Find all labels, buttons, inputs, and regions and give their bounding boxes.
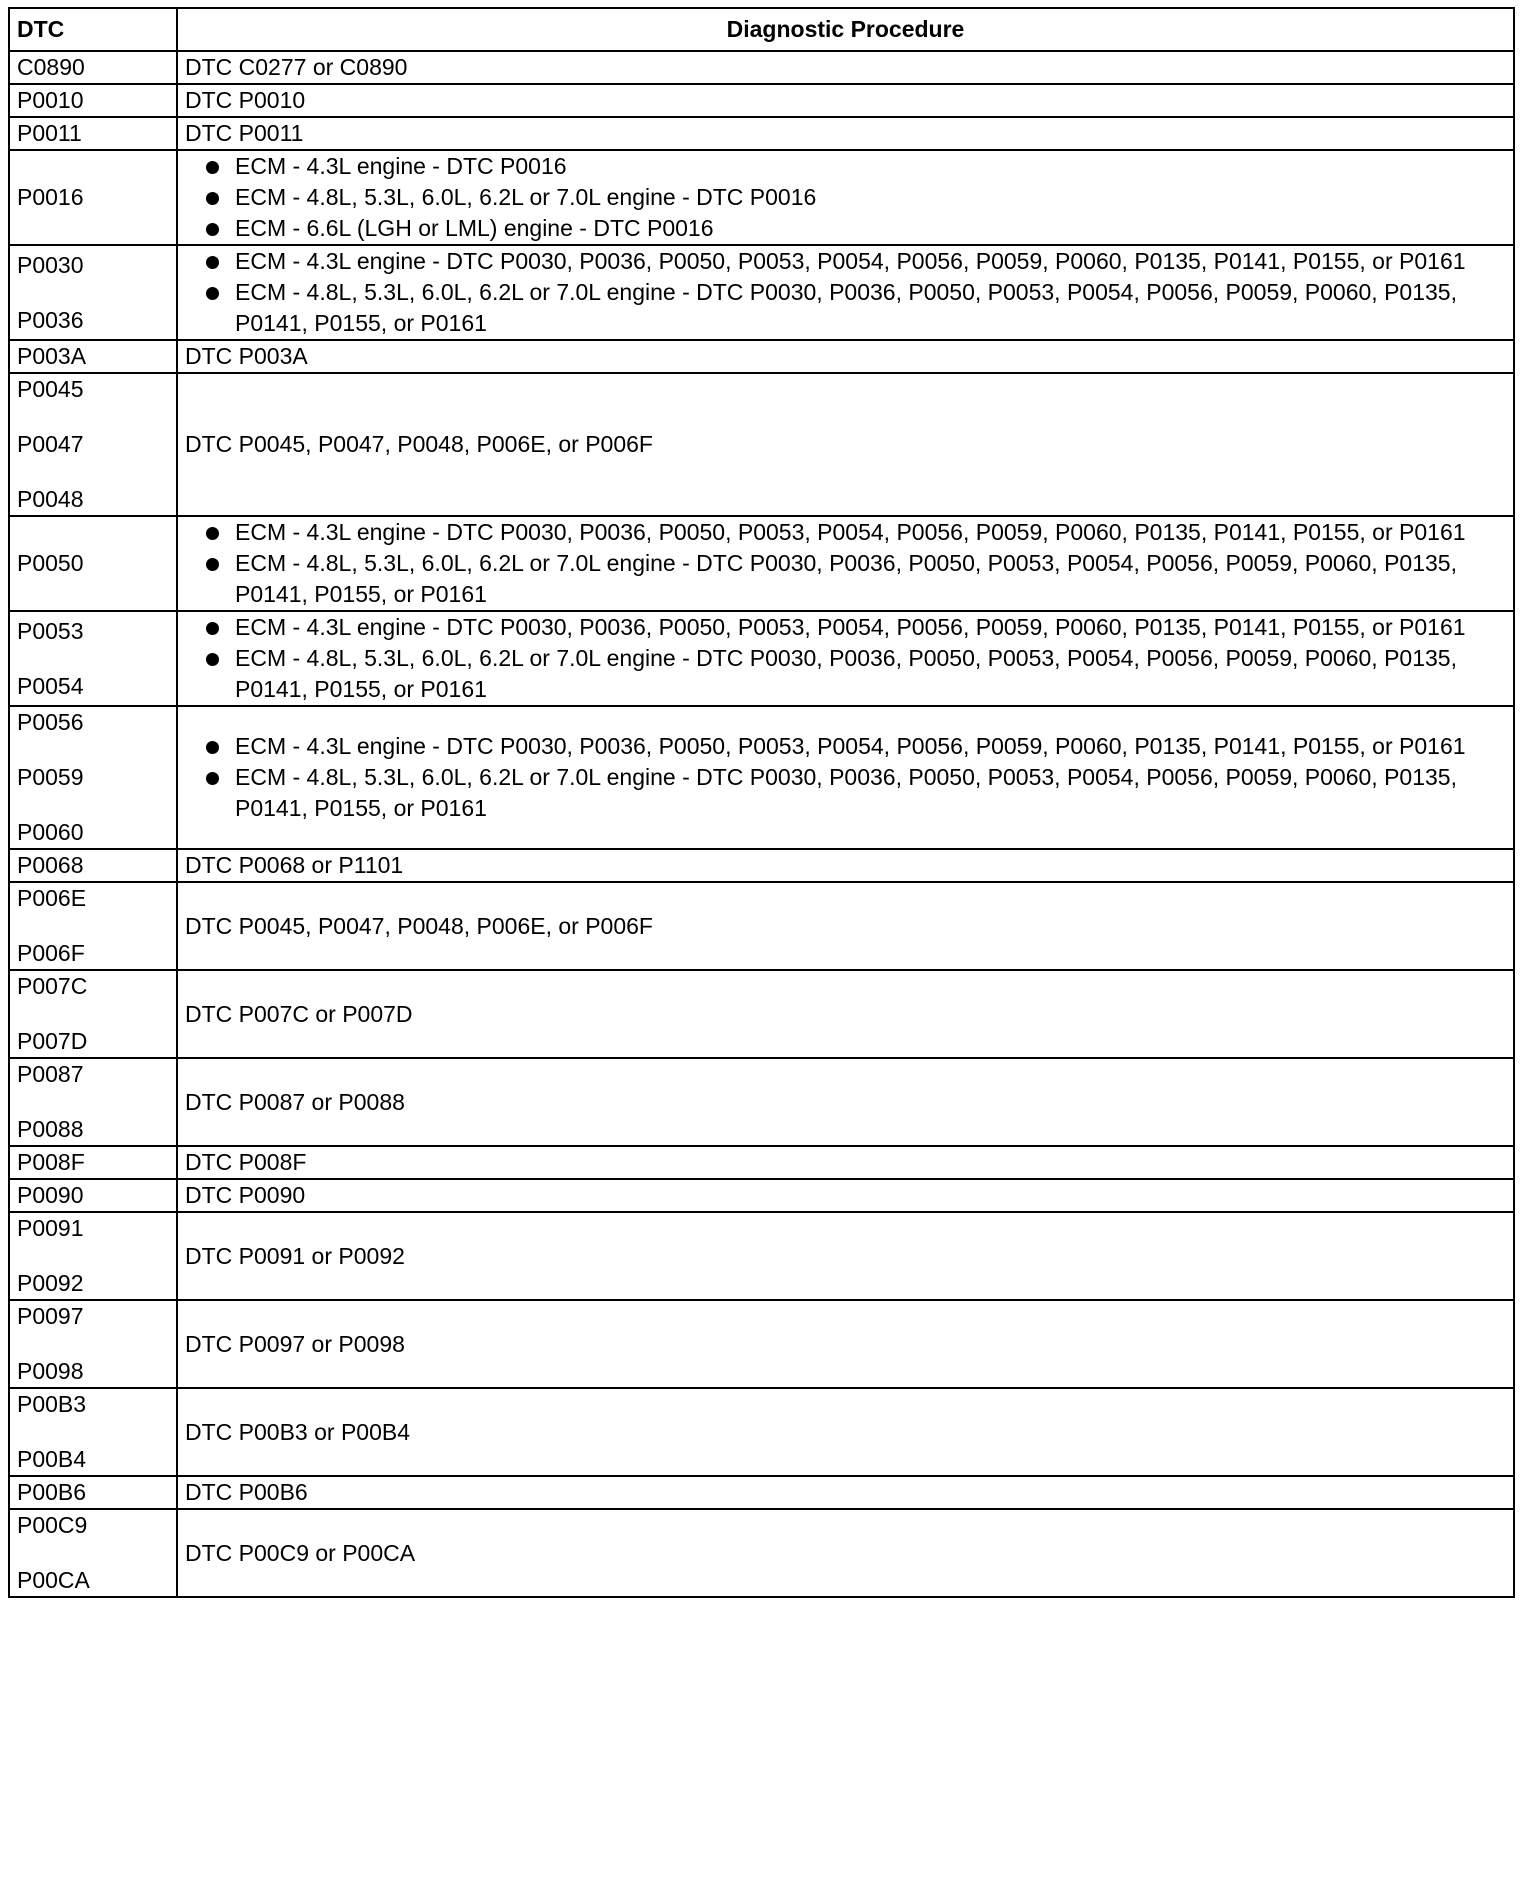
table-row [9, 1146, 1514, 1179]
table-row [9, 882, 1514, 970]
table-row [9, 84, 1514, 117]
dtc-code-cell [9, 611, 177, 706]
dtc-code-cell [9, 1146, 177, 1179]
diagnostic-procedure-cell [177, 1146, 1514, 1179]
dtc-code: P007D [17, 1028, 88, 1054]
table-row [9, 373, 1514, 516]
diagnostic-procedure-cell [177, 1476, 1514, 1509]
code-spacer [17, 914, 169, 938]
bullet-dot-icon [206, 741, 219, 754]
procedure-link-text[interactable]: ECM - 4.8L, 5.3L, 6.0L, 6.2L or 7.0L engine - DTC P0030, P0036, P0050, P0053, P0054, P0056, P0059, P0060, P0135, P0141, P0155, or P0161 [235, 279, 1457, 336]
bullet-dot-icon [206, 558, 219, 571]
diagnostic-procedure-cell [177, 84, 1514, 117]
dtc-code: P0016 [17, 184, 84, 210]
table-row [9, 849, 1514, 882]
procedure-link-text[interactable]: DTC P0010 [185, 87, 306, 113]
procedure-bullet-list [185, 151, 1506, 244]
procedure-link-text[interactable]: DTC P0087 or P0088 [185, 1088, 405, 1115]
code-spacer [17, 1002, 169, 1026]
procedure-link-text[interactable]: ECM - 4.8L, 5.3L, 6.0L, 6.2L or 7.0L engine - DTC P0030, P0036, P0050, P0053, P0054, P0056, P0059, P0060, P0135, P0141, P0155, or P0161 [235, 764, 1457, 821]
procedure-link-text[interactable]: DTC P0091 or P0092 [185, 1242, 405, 1269]
table-row [9, 1388, 1514, 1476]
dtc-code: P0036 [17, 306, 84, 333]
diagnostic-procedure-cell [177, 1509, 1514, 1597]
procedure-bullet-item [185, 548, 1506, 610]
bullet-dot-icon [206, 653, 219, 666]
procedure-bullet-item [185, 246, 1506, 277]
dtc-code-cell [9, 882, 177, 970]
header-diagnostic-procedure: Diagnostic Procedure [177, 8, 1514, 51]
bullet-dot-icon [206, 527, 219, 540]
dtc-code: P0030 [17, 251, 84, 278]
dtc-code: P0059 [17, 764, 84, 790]
diagnostic-procedure-cell [177, 882, 1514, 970]
table-row [9, 117, 1514, 150]
table-row [9, 611, 1514, 706]
table-row [9, 150, 1514, 245]
table-row [9, 706, 1514, 849]
table-row [9, 51, 1514, 84]
table-row [9, 1300, 1514, 1388]
dtc-code: P0011 [17, 120, 82, 146]
table-row [9, 1476, 1514, 1509]
diagnostic-procedure-cell [177, 516, 1514, 611]
code-spacer [17, 1244, 169, 1268]
procedure-link-text[interactable]: DTC P00B6 [185, 1479, 308, 1505]
table-row [9, 1058, 1514, 1146]
procedure-bullet-item [185, 517, 1506, 548]
procedure-link-text[interactable]: DTC P008F [185, 1149, 307, 1175]
dtc-code-cell [9, 51, 177, 84]
table-body [9, 51, 1514, 1597]
procedure-link-text[interactable]: DTC P00C9 or P00CA [185, 1539, 416, 1566]
procedure-link-text[interactable]: DTC P0011 [185, 120, 304, 146]
procedure-bullet-item [185, 643, 1506, 705]
dtc-code-cell [9, 117, 177, 150]
dtc-code-cell [9, 340, 177, 373]
code-spacer [17, 1420, 169, 1444]
diagnostic-procedure-cell [177, 849, 1514, 882]
code-spacer [17, 1332, 169, 1356]
dtc-code: P0060 [17, 819, 84, 845]
diagnostic-procedure-cell [177, 1300, 1514, 1388]
procedure-bullet-item [185, 762, 1506, 824]
dtc-code-cell [9, 373, 177, 516]
procedure-link-text[interactable]: ECM - 4.3L engine - DTC P0030, P0036, P0050, P0053, P0054, P0056, P0059, P0060, P0135, P0141, P0155, or P0161 [235, 614, 1466, 640]
diagnostic-procedure-cell [177, 150, 1514, 245]
diagnostic-procedure-cell [177, 706, 1514, 849]
dtc-code: P0097 [17, 1303, 84, 1329]
diagnostic-procedure-cell [177, 117, 1514, 150]
bullet-dot-icon [206, 223, 219, 236]
dtc-code-cell [9, 245, 177, 340]
code-spacer [17, 405, 169, 429]
procedure-link-text[interactable]: DTC P0045, P0047, P0048, P006E, or P006F [185, 431, 653, 457]
dtc-code: P0056 [17, 709, 84, 735]
diagnostic-procedure-cell [177, 1212, 1514, 1300]
bullet-dot-icon [206, 622, 219, 635]
bullet-dot-icon [206, 287, 219, 300]
diagnostic-procedure-cell [177, 1058, 1514, 1146]
diagnostic-procedure-cell [177, 1388, 1514, 1476]
dtc-code-cell [9, 150, 177, 245]
dtc-code: P0068 [17, 852, 84, 878]
procedure-bullet-item [185, 151, 1506, 182]
table-row [9, 340, 1514, 373]
code-spacer [17, 793, 169, 817]
dtc-table [8, 7, 1515, 1598]
procedure-bullet-item [185, 277, 1506, 339]
dtc-code-cell [9, 1509, 177, 1597]
procedure-link-text[interactable]: DTC P007C or P007D [185, 1000, 413, 1027]
dtc-code-cell [9, 1212, 177, 1300]
dtc-code: P008F [17, 1149, 85, 1175]
dtc-code-cell [9, 1300, 177, 1388]
diagnostic-procedure-cell [177, 245, 1514, 340]
procedure-link-text[interactable]: DTC C0277 or C0890 [185, 54, 408, 80]
procedure-link-text[interactable]: ECM - 4.8L, 5.3L, 6.0L, 6.2L or 7.0L engine - DTC P0030, P0036, P0050, P0053, P0054, P0056, P0059, P0060, P0135, P0141, P0155, or P0161 [235, 550, 1457, 607]
diagnostic-procedure-cell [177, 1179, 1514, 1212]
code-spacer [17, 1541, 169, 1565]
table-row [9, 1212, 1514, 1300]
procedure-bullet-list [185, 246, 1506, 339]
dtc-code: P00B6 [17, 1479, 87, 1505]
dtc-code: P00CA [17, 1567, 90, 1593]
bullet-dot-icon [206, 161, 219, 174]
procedure-link-text[interactable]: DTC P0068 or P1101 [185, 852, 404, 878]
diagnostic-procedure-cell [177, 373, 1514, 516]
dtc-code: P0088 [17, 1116, 84, 1142]
procedure-link-text[interactable]: ECM - 4.3L engine - DTC P0030, P0036, P0050, P0053, P0054, P0056, P0059, P0060, P0135, P0141, P0155, or P0161 [235, 519, 1466, 545]
dtc-code-cell [9, 706, 177, 849]
dtc-code: C0890 [17, 54, 85, 80]
procedure-bullet-item [185, 612, 1506, 643]
bullet-dot-icon [206, 256, 219, 269]
procedure-bullet-list [185, 731, 1506, 824]
table-row [9, 1509, 1514, 1597]
procedure-link-text[interactable]: DTC P0045, P0047, P0048, P006E, or P006F [185, 912, 653, 939]
dtc-code: P0050 [17, 550, 84, 576]
dtc-code: P0053 [17, 617, 84, 644]
dtc-code: P0087 [17, 1061, 84, 1087]
procedure-link-text[interactable]: ECM - 4.3L engine - DTC P0016 [235, 153, 567, 179]
procedure-link-text[interactable]: DTC P003A [185, 343, 308, 369]
code-spacer [17, 647, 169, 671]
procedure-link-text[interactable]: ECM - 4.3L engine - DTC P0030, P0036, P0050, P0053, P0054, P0056, P0059, P0060, P0135, P0141, P0155, or P0161 [235, 733, 1466, 759]
dtc-code: P0047 [17, 431, 84, 457]
procedure-bullet-list [185, 612, 1506, 705]
bullet-dot-icon [206, 192, 219, 205]
table-row [9, 1179, 1514, 1212]
code-spacer [17, 281, 169, 305]
procedure-link-text[interactable]: DTC P00B3 or P00B4 [185, 1418, 411, 1445]
procedure-bullet-item [185, 731, 1506, 762]
table-header-row [9, 8, 1514, 51]
bullet-dot-icon [206, 772, 219, 785]
dtc-code-cell [9, 1058, 177, 1146]
dtc-code: P007C [17, 973, 88, 999]
table-row [9, 245, 1514, 340]
table-row [9, 970, 1514, 1058]
procedure-bullet-item [185, 213, 1506, 244]
procedure-link-text[interactable]: ECM - 6.6L (LGH or LML) engine - DTC P0016 [235, 215, 714, 241]
code-spacer [17, 460, 169, 484]
dtc-code-cell [9, 1388, 177, 1476]
dtc-code: P0048 [17, 486, 84, 512]
diagnostic-procedure-cell [177, 970, 1514, 1058]
dtc-code: P00C9 [17, 1512, 88, 1538]
dtc-code: P00B3 [17, 1391, 87, 1417]
dtc-code: P0045 [17, 376, 84, 402]
dtc-code-cell [9, 1476, 177, 1509]
dtc-code-cell [9, 84, 177, 117]
dtc-code: P0092 [17, 1270, 84, 1296]
header-dtc: DTC [9, 8, 177, 51]
code-spacer [17, 738, 169, 762]
dtc-code-cell [9, 516, 177, 611]
code-spacer [17, 1090, 169, 1114]
procedure-link-text[interactable]: ECM - 4.8L, 5.3L, 6.0L, 6.2L or 7.0L engine - DTC P0030, P0036, P0050, P0053, P0054, P0056, P0059, P0060, P0135, P0141, P0155, or P0161 [235, 645, 1457, 702]
procedure-link-text[interactable]: DTC P0097 or P0098 [185, 1330, 405, 1357]
dtc-code: P003A [17, 343, 87, 369]
table-row [9, 516, 1514, 611]
dtc-code: P0054 [17, 672, 84, 699]
dtc-code: P0091 [17, 1215, 84, 1241]
procedure-link-text[interactable]: ECM - 4.3L engine - DTC P0030, P0036, P0050, P0053, P0054, P0056, P0059, P0060, P0135, P0141, P0155, or P0161 [235, 248, 1466, 274]
dtc-code-cell [9, 1179, 177, 1212]
dtc-code: P00B4 [17, 1446, 87, 1472]
dtc-code-cell [9, 970, 177, 1058]
procedure-link-text[interactable]: DTC P0090 [185, 1182, 306, 1208]
diagnostic-procedure-cell [177, 51, 1514, 84]
dtc-code: P006F [17, 940, 85, 966]
dtc-code: P0098 [17, 1358, 84, 1384]
procedure-link-text[interactable]: ECM - 4.8L, 5.3L, 6.0L, 6.2L or 7.0L engine - DTC P0016 [235, 184, 817, 210]
dtc-code-cell [9, 849, 177, 882]
diagnostic-procedure-cell [177, 340, 1514, 373]
dtc-code: P006E [17, 885, 87, 911]
diagnostic-procedure-cell [177, 611, 1514, 706]
dtc-code: P0010 [17, 87, 84, 113]
dtc-code: P0090 [17, 1182, 84, 1208]
procedure-bullet-list [185, 517, 1506, 610]
procedure-bullet-item [185, 182, 1506, 213]
